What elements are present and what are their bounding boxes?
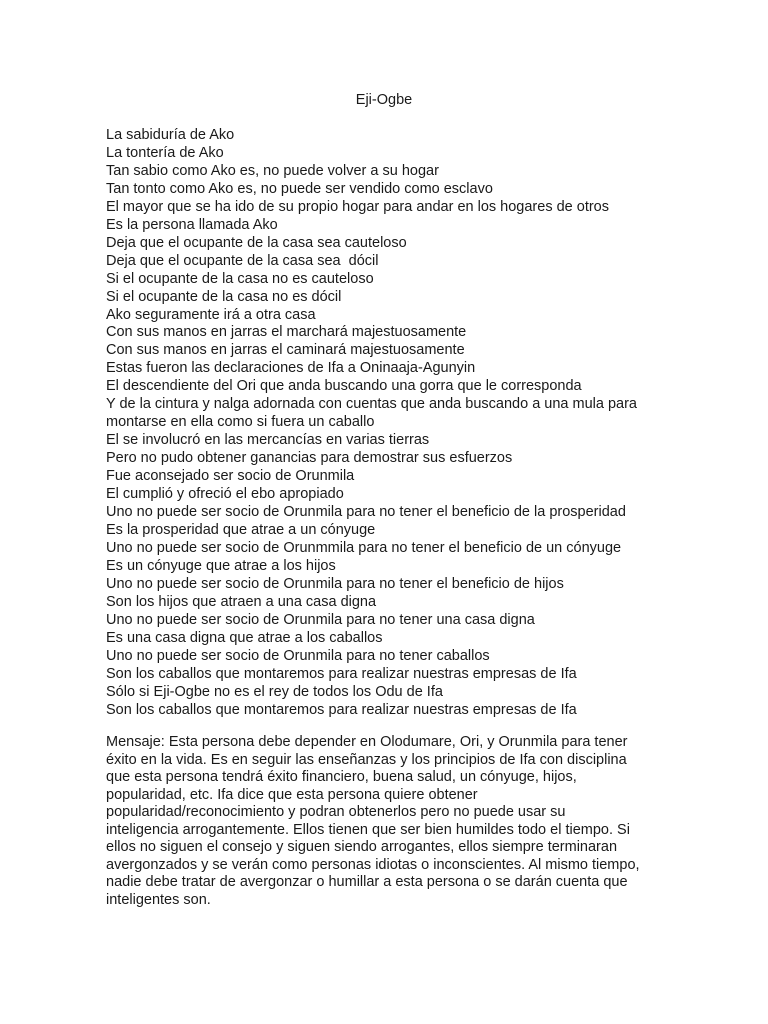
- verse-line: Estas fueron las declaraciones de Ifa a Oninaaja-Agunyin: [106, 360, 476, 377]
- message-line: inteligentes son.: [106, 891, 211, 908]
- verse-line: Pero no pudo obtener ganancias para demostrar sus esfuerzos: [106, 450, 513, 467]
- message-line: Mensaje: Esta persona debe depender en Olodumare, Ori, y Orunmila para tener: [106, 734, 628, 750]
- verse-line: Uno no puede ser socio de Orunmila para no tener caballos: [106, 647, 490, 664]
- message-line: nadie debe tratar de avergonzar o humillar a esta persona o se darán cuenta que: [106, 874, 628, 890]
- verse-line: Uno no puede ser socio de Orunmila para no tener el beneficio de la prosperidad: [106, 504, 626, 521]
- message-line: inteligencia arrogantemente. Ellos tienen que ser bien humildes todo el tiempo. Si: [106, 821, 630, 838]
- verse-line: El descendiente del Ori que anda buscando una gorra que le corresponda: [106, 378, 582, 395]
- verse-line: El mayor que se ha ido de su propio hogar para andar en los hogares de otros: [106, 198, 609, 215]
- message-line: ellos no siguen el consejo y siguen siendo arrogantes, ellos siempre terminaran: [106, 839, 618, 855]
- verse-line: Uno no puede ser socio de Orunmila para no tener una casa digna: [106, 611, 535, 628]
- verse-line: Es una casa digna que atrae a los caballos: [106, 629, 383, 646]
- verse-line: Si el ocupante de la casa no es cauteloso: [106, 270, 374, 287]
- verse-line: Tan sabio como Ako es, no puede volver a su hogar: [106, 162, 439, 179]
- verse-line: Con sus manos en jarras el caminará majestuosamente: [106, 342, 465, 359]
- verse-line: Es la persona llamada Ako: [106, 216, 278, 233]
- verse-line: Y de la cintura y nalga adornada con cuentas que anda buscando a una mula para: [106, 396, 637, 413]
- verse-line: Deja que el ocupante de la casa sea dócil: [106, 252, 379, 269]
- message-line: que esta persona tendrá éxito financiero, buena salud, un cónyuge, hijos,: [106, 769, 577, 785]
- verse-line: Es la prosperidad que atrae a un cónyuge: [106, 521, 376, 538]
- message-paragraph: [106, 734, 666, 909]
- message-line: avergonzados y se verán como personas idiotas o inconscientes. Al mismo tiempo,: [106, 856, 640, 873]
- verse-line: Son los caballos que montaremos para realizar nuestras empresas de Ifa: [106, 665, 577, 682]
- verse-line: La tontería de Ako: [106, 144, 224, 161]
- verse-line: Con sus manos en jarras el marchará majestuosamente: [106, 324, 467, 341]
- verse-line: Deja que el ocupante de la casa sea cauteloso: [106, 234, 407, 251]
- verse-line: Uno no puede ser socio de Orunmmila para no tener el beneficio de un cónyuge: [106, 539, 622, 556]
- message-line: popularidad, etc. Ifa dice que esta persona quiere obtener: [106, 786, 478, 803]
- verse-line: Ako seguramente irá a otra casa: [106, 306, 316, 323]
- verse-line: Son los caballos que montaremos para realizar nuestras empresas de Ifa: [106, 701, 577, 718]
- verse-line: Tan tonto como Ako es, no puede ser vendido como esclavo: [106, 180, 493, 197]
- message-line: éxito en la vida. Es en seguir las enseñanzas y los principios de Ifa con disciplina: [106, 751, 627, 768]
- verse-line: Sólo si Eji-Ogbe no es el rey de todos los Odu de Ifa: [106, 683, 443, 700]
- verse-line: El cumplió y ofreció el ebo apropiado: [106, 486, 344, 503]
- verse-line: Fue aconsejado ser socio de Orunmila: [106, 468, 355, 485]
- verse-line: Si el ocupante de la casa no es dócil: [106, 288, 342, 305]
- verse-line: El se involucró en las mercancías en varias tierras: [106, 432, 430, 449]
- verse-line: Son los hijos que atraen a una casa digna: [106, 593, 377, 610]
- verse-line: Uno no puede ser socio de Orunmila para no tener el beneficio de hijos: [106, 575, 564, 592]
- document-title: Eji-Ogbe: [355, 92, 413, 108]
- verse-line: La sabiduría de Ako: [106, 127, 235, 143]
- message-line: popularidad/reconocimiento y podran obtenerlos pero no puede usar su: [106, 804, 566, 820]
- verse-line: Es un cónyuge que atrae a los hijos: [106, 557, 336, 574]
- verse-line: montarse en ella como si fuera un caballo: [106, 414, 375, 431]
- verse-list: [106, 127, 666, 719]
